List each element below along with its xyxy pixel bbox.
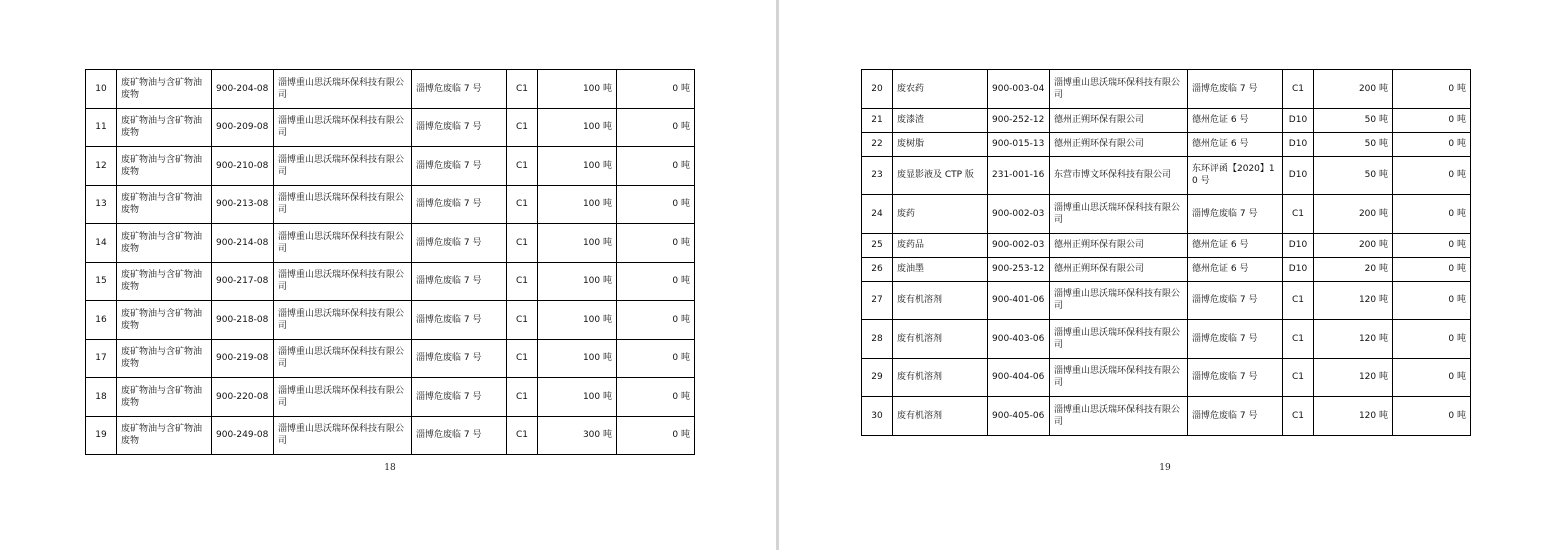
- disposal-class-cell: D10: [1283, 108, 1314, 132]
- balance-cell: 0 吨: [617, 301, 695, 340]
- balance-cell: 0 吨: [1393, 132, 1471, 156]
- balance-cell: 0 吨: [617, 262, 695, 301]
- permit-number-cell: 东环评函【2020】10 号: [1188, 156, 1283, 195]
- quantity-cell: 100 吨: [538, 301, 617, 340]
- waste-code-cell: 900-405-06: [988, 397, 1050, 436]
- table-row: [862, 257, 1471, 281]
- balance-cell: 0 吨: [617, 378, 695, 417]
- permit-number-cell: 淄博危废临 7 号: [1188, 70, 1283, 109]
- quantity-cell: 200 吨: [1314, 70, 1393, 109]
- waste-name-cell: 废矿物油与含矿物油废物: [117, 378, 212, 417]
- waste-name-cell: 废矿物油与含矿物油废物: [117, 185, 212, 224]
- permit-number-cell: 淄博危废临 7 号: [412, 224, 507, 263]
- waste-name-cell: 废矿物油与含矿物油废物: [117, 147, 212, 186]
- row-number-cell: 21: [862, 108, 893, 132]
- disposal-unit-cell: 淄博重山思沃瑞环保科技有限公司: [274, 70, 412, 109]
- waste-name-cell: 废药: [893, 195, 988, 234]
- table-row: [862, 397, 1471, 436]
- quantity-cell: 200 吨: [1314, 233, 1393, 257]
- quantity-cell: 100 吨: [538, 378, 617, 417]
- table-row: [86, 301, 695, 340]
- row-number-cell: 26: [862, 257, 893, 281]
- waste-name-cell: 废矿物油与含矿物油废物: [117, 262, 212, 301]
- waste-name-cell: 废矿物油与含矿物油废物: [117, 301, 212, 340]
- permit-number-cell: 淄博危废临 7 号: [412, 70, 507, 109]
- quantity-cell: 120 吨: [1314, 281, 1393, 320]
- disposal-class-cell: C1: [1283, 195, 1314, 234]
- disposal-unit-cell: 德州正朔环保有限公司: [1050, 108, 1188, 132]
- disposal-unit-cell: 德州正朔环保有限公司: [1050, 132, 1188, 156]
- balance-cell: 0 吨: [617, 70, 695, 109]
- disposal-unit-cell: 淄博重山思沃瑞环保科技有限公司: [274, 301, 412, 340]
- permit-number-cell: 淄博危废临 7 号: [412, 262, 507, 301]
- permit-number-cell: 淄博危废临 7 号: [412, 378, 507, 417]
- waste-code-cell: 900-204-08: [212, 70, 274, 109]
- waste-code-cell: 900-217-08: [212, 262, 274, 301]
- row-number-cell: 17: [86, 339, 117, 378]
- balance-cell: 0 吨: [1393, 320, 1471, 359]
- waste-code-cell: 900-249-08: [212, 416, 274, 455]
- waste-code-cell: 900-002-03: [988, 195, 1050, 234]
- document-page-left: [0, 0, 776, 550]
- row-number-cell: 23: [862, 156, 893, 195]
- waste-name-cell: 废矿物油与含矿物油废物: [117, 416, 212, 455]
- table-row: [86, 416, 695, 455]
- waste-name-cell: 废显影液及 CTP 版: [893, 156, 988, 195]
- permit-number-cell: 淄博危废临 7 号: [1188, 397, 1283, 436]
- row-number-cell: 22: [862, 132, 893, 156]
- permit-number-cell: 淄博危废临 7 号: [412, 301, 507, 340]
- permit-number-cell: 淄博危废临 7 号: [1188, 358, 1283, 397]
- quantity-cell: 100 吨: [538, 224, 617, 263]
- permit-number-cell: 淄博危废临 7 号: [412, 339, 507, 378]
- table-row: [86, 339, 695, 378]
- disposal-class-cell: C1: [507, 185, 538, 224]
- table-row: [86, 262, 695, 301]
- disposal-unit-cell: 淄博重山思沃瑞环保科技有限公司: [274, 339, 412, 378]
- balance-cell: 0 吨: [1393, 257, 1471, 281]
- disposal-unit-cell: 淄博重山思沃瑞环保科技有限公司: [1050, 70, 1188, 109]
- waste-code-cell: 900-015-13: [988, 132, 1050, 156]
- table-row: [862, 320, 1471, 359]
- permit-number-cell: 德州危证 6 号: [1188, 257, 1283, 281]
- document-page-right: [779, 0, 1555, 550]
- quantity-cell: 100 吨: [538, 339, 617, 378]
- waste-name-cell: 废矿物油与含矿物油废物: [117, 108, 212, 147]
- disposal-class-cell: C1: [1283, 70, 1314, 109]
- row-number-cell: 10: [86, 70, 117, 109]
- row-number-cell: 19: [86, 416, 117, 455]
- row-number-cell: 12: [86, 147, 117, 186]
- row-number-cell: 30: [862, 397, 893, 436]
- waste-code-cell: 231-001-16: [988, 156, 1050, 195]
- waste-name-cell: 废矿物油与含矿物油废物: [117, 70, 212, 109]
- permit-number-cell: 德州危证 6 号: [1188, 132, 1283, 156]
- row-number-cell: 28: [862, 320, 893, 359]
- waste-name-cell: 废农药: [893, 70, 988, 109]
- table-row: [862, 156, 1471, 195]
- disposal-class-cell: D10: [1283, 257, 1314, 281]
- disposal-class-cell: C1: [507, 147, 538, 186]
- waste-code-cell: 900-002-03: [988, 233, 1050, 257]
- waste-name-cell: 废漆渣: [893, 108, 988, 132]
- permit-number-cell: 淄博危废临 7 号: [412, 108, 507, 147]
- balance-cell: 0 吨: [1393, 358, 1471, 397]
- table-row: [862, 70, 1471, 109]
- table-row: [86, 70, 695, 109]
- quantity-cell: 120 吨: [1314, 397, 1393, 436]
- waste-name-cell: 废有机溶剂: [893, 281, 988, 320]
- permit-number-cell: 淄博危废临 7 号: [412, 185, 507, 224]
- disposal-unit-cell: 淄博重山思沃瑞环保科技有限公司: [274, 378, 412, 417]
- disposal-class-cell: C1: [507, 108, 538, 147]
- disposal-class-cell: C1: [1283, 358, 1314, 397]
- quantity-cell: 100 吨: [538, 108, 617, 147]
- row-number-cell: 16: [86, 301, 117, 340]
- permit-number-cell: 淄博危废临 7 号: [1188, 281, 1283, 320]
- permit-number-cell: 淄博危废临 7 号: [412, 416, 507, 455]
- table-row: [86, 108, 695, 147]
- disposal-unit-cell: 淄博重山思沃瑞环保科技有限公司: [1050, 397, 1188, 436]
- balance-cell: 0 吨: [617, 339, 695, 378]
- waste-code-cell: 900-213-08: [212, 185, 274, 224]
- balance-cell: 0 吨: [1393, 195, 1471, 234]
- row-number-cell: 24: [862, 195, 893, 234]
- waste-name-cell: 废有机溶剂: [893, 358, 988, 397]
- quantity-cell: 120 吨: [1314, 358, 1393, 397]
- table-row: [862, 358, 1471, 397]
- disposal-class-cell: C1: [507, 416, 538, 455]
- table-row: [862, 233, 1471, 257]
- table-row: [862, 132, 1471, 156]
- quantity-cell: 100 吨: [538, 147, 617, 186]
- waste-name-cell: 废矿物油与含矿物油废物: [117, 339, 212, 378]
- page-number: 18: [384, 463, 396, 473]
- waste-code-cell: 900-218-08: [212, 301, 274, 340]
- table-row: [862, 108, 1471, 132]
- waste-table-left: [85, 69, 695, 455]
- disposal-unit-cell: 淄博重山思沃瑞环保科技有限公司: [274, 185, 412, 224]
- balance-cell: 0 吨: [617, 108, 695, 147]
- disposal-unit-cell: 淄博重山思沃瑞环保科技有限公司: [274, 416, 412, 455]
- balance-cell: 0 吨: [1393, 233, 1471, 257]
- row-number-cell: 27: [862, 281, 893, 320]
- disposal-class-cell: D10: [1283, 132, 1314, 156]
- waste-code-cell: 900-403-06: [988, 320, 1050, 359]
- waste-name-cell: 废药品: [893, 233, 988, 257]
- page-number: 19: [1159, 463, 1171, 473]
- waste-code-cell: 900-210-08: [212, 147, 274, 186]
- quantity-cell: 50 吨: [1314, 108, 1393, 132]
- row-number-cell: 18: [86, 378, 117, 417]
- disposal-class-cell: C1: [1283, 281, 1314, 320]
- waste-code-cell: 900-252-12: [988, 108, 1050, 132]
- balance-cell: 0 吨: [1393, 281, 1471, 320]
- row-number-cell: 11: [86, 108, 117, 147]
- disposal-unit-cell: 淄博重山思沃瑞环保科技有限公司: [1050, 281, 1188, 320]
- quantity-cell: 100 吨: [538, 262, 617, 301]
- permit-number-cell: 淄博危废临 7 号: [1188, 320, 1283, 359]
- disposal-unit-cell: 东营市博文环保科技有限公司: [1050, 156, 1188, 195]
- table-row: [862, 281, 1471, 320]
- balance-cell: 0 吨: [1393, 108, 1471, 132]
- disposal-unit-cell: 淄博重山思沃瑞环保科技有限公司: [1050, 195, 1188, 234]
- row-number-cell: 14: [86, 224, 117, 263]
- disposal-unit-cell: 淄博重山思沃瑞环保科技有限公司: [274, 262, 412, 301]
- quantity-cell: 300 吨: [538, 416, 617, 455]
- disposal-unit-cell: 淄博重山思沃瑞环保科技有限公司: [274, 147, 412, 186]
- balance-cell: 0 吨: [617, 147, 695, 186]
- balance-cell: 0 吨: [1393, 156, 1471, 195]
- waste-table-body: [86, 70, 695, 455]
- permit-number-cell: 淄博危废临 7 号: [1188, 195, 1283, 234]
- row-number-cell: 25: [862, 233, 893, 257]
- table-row: [86, 224, 695, 263]
- disposal-unit-cell: 淄博重山思沃瑞环保科技有限公司: [1050, 320, 1188, 359]
- disposal-class-cell: D10: [1283, 233, 1314, 257]
- row-number-cell: 15: [86, 262, 117, 301]
- disposal-class-cell: C1: [1283, 320, 1314, 359]
- disposal-unit-cell: 淄博重山思沃瑞环保科技有限公司: [274, 224, 412, 263]
- row-number-cell: 29: [862, 358, 893, 397]
- balance-cell: 0 吨: [617, 224, 695, 263]
- quantity-cell: 100 吨: [538, 185, 617, 224]
- waste-table-right: [861, 69, 1471, 436]
- disposal-class-cell: C1: [507, 224, 538, 263]
- permit-number-cell: 德州危证 6 号: [1188, 108, 1283, 132]
- disposal-class-cell: C1: [1283, 397, 1314, 436]
- table-row: [86, 185, 695, 224]
- disposal-class-cell: D10: [1283, 156, 1314, 195]
- quantity-cell: 20 吨: [1314, 257, 1393, 281]
- balance-cell: 0 吨: [1393, 70, 1471, 109]
- quantity-cell: 100 吨: [538, 70, 617, 109]
- waste-code-cell: 900-404-06: [988, 358, 1050, 397]
- waste-code-cell: 900-219-08: [212, 339, 274, 378]
- disposal-unit-cell: 淄博重山思沃瑞环保科技有限公司: [1050, 358, 1188, 397]
- row-number-cell: 20: [862, 70, 893, 109]
- waste-code-cell: 900-253-12: [988, 257, 1050, 281]
- table-row: [862, 195, 1471, 234]
- quantity-cell: 200 吨: [1314, 195, 1393, 234]
- disposal-class-cell: C1: [507, 339, 538, 378]
- waste-name-cell: 废树脂: [893, 132, 988, 156]
- waste-name-cell: 废矿物油与含矿物油废物: [117, 224, 212, 263]
- quantity-cell: 50 吨: [1314, 132, 1393, 156]
- waste-table-body: [862, 70, 1471, 436]
- waste-code-cell: 900-003-04: [988, 70, 1050, 109]
- table-row: [86, 147, 695, 186]
- disposal-class-cell: C1: [507, 378, 538, 417]
- balance-cell: 0 吨: [617, 185, 695, 224]
- table-row: [86, 378, 695, 417]
- disposal-class-cell: C1: [507, 262, 538, 301]
- disposal-class-cell: C1: [507, 301, 538, 340]
- waste-code-cell: 900-220-08: [212, 378, 274, 417]
- waste-name-cell: 废油墨: [893, 257, 988, 281]
- waste-name-cell: 废有机溶剂: [893, 397, 988, 436]
- waste-code-cell: 900-401-06: [988, 281, 1050, 320]
- balance-cell: 0 吨: [617, 416, 695, 455]
- waste-name-cell: 废有机溶剂: [893, 320, 988, 359]
- disposal-unit-cell: 德州正朔环保有限公司: [1050, 233, 1188, 257]
- permit-number-cell: 淄博危废临 7 号: [412, 147, 507, 186]
- balance-cell: 0 吨: [1393, 397, 1471, 436]
- disposal-class-cell: C1: [507, 70, 538, 109]
- disposal-unit-cell: 德州正朔环保有限公司: [1050, 257, 1188, 281]
- waste-code-cell: 900-214-08: [212, 224, 274, 263]
- quantity-cell: 50 吨: [1314, 156, 1393, 195]
- row-number-cell: 13: [86, 185, 117, 224]
- quantity-cell: 120 吨: [1314, 320, 1393, 359]
- disposal-unit-cell: 淄博重山思沃瑞环保科技有限公司: [274, 108, 412, 147]
- waste-code-cell: 900-209-08: [212, 108, 274, 147]
- permit-number-cell: 德州危证 6 号: [1188, 233, 1283, 257]
